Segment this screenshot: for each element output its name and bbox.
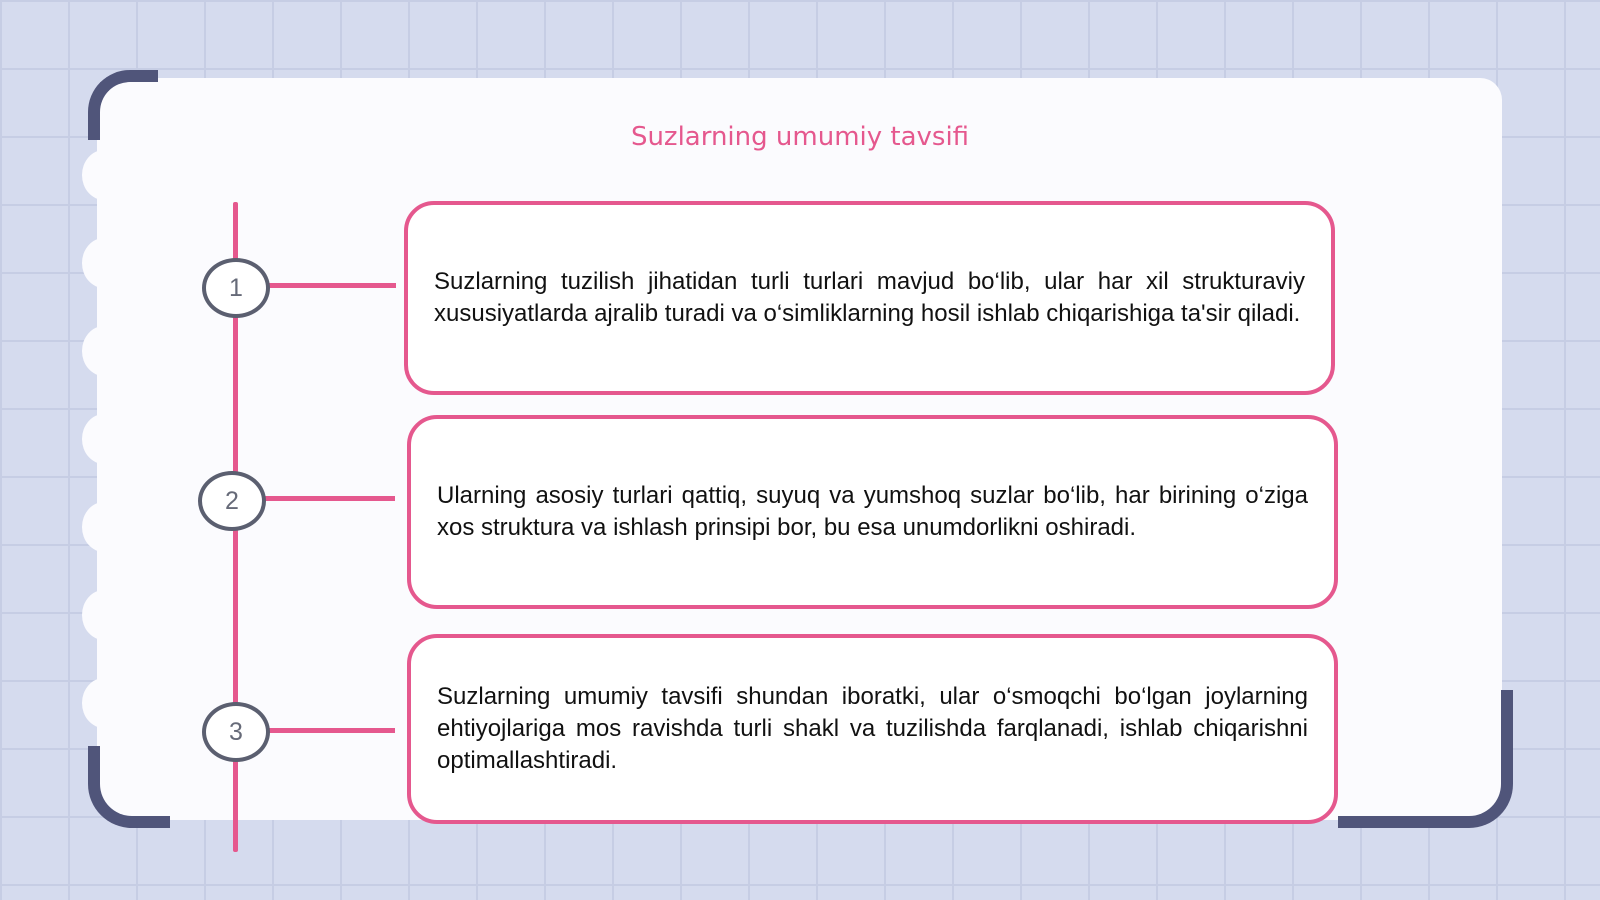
step-number: 3	[229, 717, 243, 746]
timeline-connector	[268, 283, 396, 288]
slide-title: Suzlarning umumiy tavsifi	[630, 122, 970, 152]
page-scallop	[82, 238, 126, 288]
timeline-connector	[264, 496, 395, 501]
step-number-circle	[202, 258, 270, 318]
step-description: Suzlarning tuzilish jihatidan turli turlari mavjud bo‘lib, ular har xil strukturaviy xususiyatlarda ajralib turadi va o‘simliklarning hosil ishlab chiqarishiga ta'sir qiladi.	[434, 268, 1305, 327]
step-card	[404, 201, 1335, 395]
page-scallop	[82, 590, 126, 640]
page-scallop	[82, 502, 126, 552]
corner-bracket-bottom-left	[88, 746, 170, 828]
step-card	[407, 415, 1338, 609]
step-description: Ularning asosiy turlari qattiq, suyuq va yumshoq suzlar bo‘lib, har birining o‘ziga xos struktura va ishlash prinsipi bor, bu esa unumdorlikni oshiradi.	[437, 482, 1308, 541]
step-description: Suzlarning umumiy tavsifi shundan iboratki, ular o‘smoqchi bo‘lgan joylarning ehtiyojlariga mos ravishda turli shakl va tuzilishda farqlanadi, ishlab chiqarishni optimallashtiradi.	[437, 683, 1308, 774]
page-scallop	[82, 678, 126, 728]
timeline-connector	[268, 728, 395, 733]
page-scallop	[82, 326, 126, 376]
page-scallop	[82, 414, 126, 464]
step-number: 2	[225, 486, 239, 515]
step-number: 1	[229, 273, 243, 302]
step-number-circle	[198, 471, 266, 531]
page-scallop	[82, 150, 126, 200]
corner-bracket-bottom-right	[1338, 690, 1513, 828]
step-card	[407, 634, 1338, 824]
step-number-circle	[202, 702, 270, 762]
